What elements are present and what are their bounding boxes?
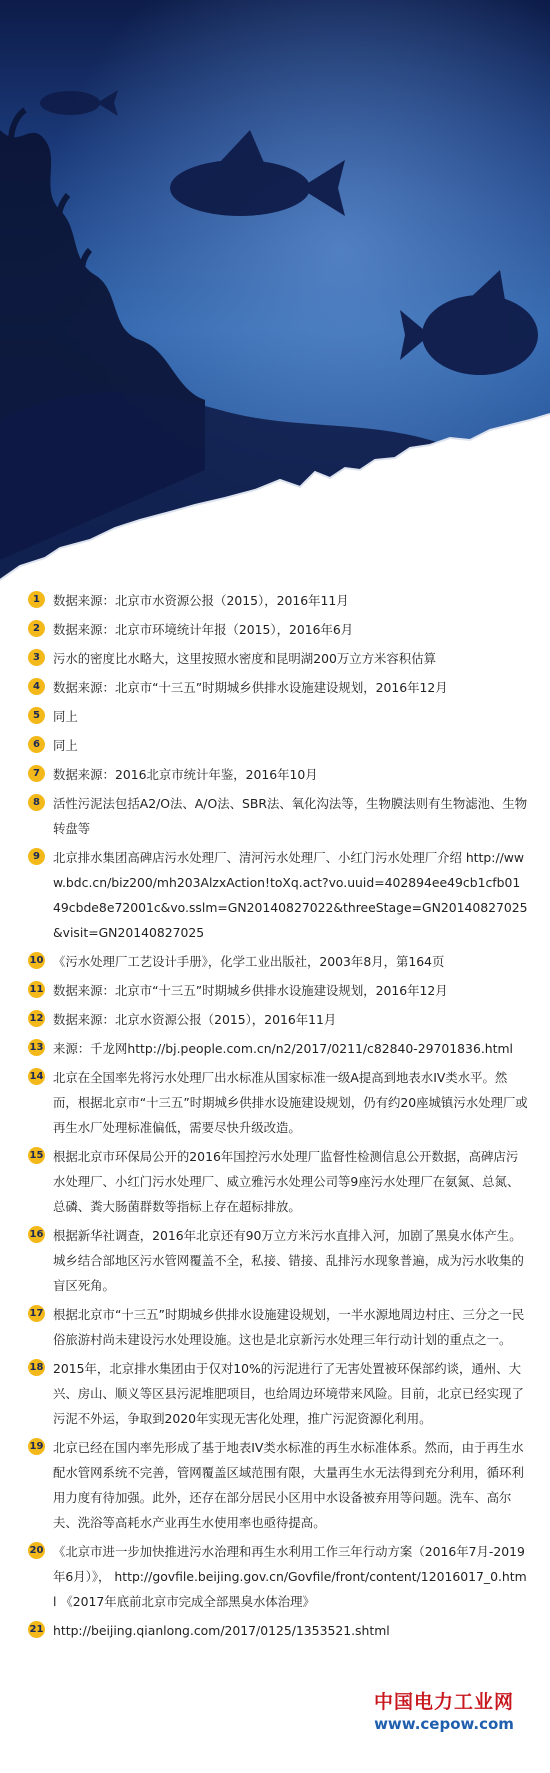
footnote-number-badge: 7	[28, 765, 45, 782]
footnote-text: 北京在全国率先将污水处理厂出水标准从国家标准一级A提高到地表水IV类水平。然而，根据北京市“十三五”时期城乡供排水设施建设规划，仍有约20座城镇污水处理厂或再生水厂处理标准偏低，需要尽快升级改造。	[53, 1070, 528, 1135]
footnote-item	[28, 762, 528, 787]
footnote-number-badge: 9	[28, 848, 45, 865]
footnote-item	[28, 1435, 528, 1535]
footnote-number-badge: 10	[28, 952, 45, 969]
footnote-number-badge: 8	[28, 794, 45, 811]
footnote-number-badge: 6	[28, 736, 45, 753]
footnote-text: 根据北京市“十三五”时期城乡供排水设施建设规划，一半水源地周边村庄、三分之一民俗旅游村尚未建设污水处理设施。这也是北京新污水处理三年行动计划的重点之一。	[53, 1307, 525, 1347]
footnote-item	[28, 1007, 528, 1032]
footnote-number-badge: 21	[28, 1621, 45, 1638]
watermark	[344, 1690, 544, 1734]
footnote-item	[28, 1302, 528, 1352]
footnote-item	[28, 1356, 528, 1431]
footnote-text: 北京排水集团高碑店污水处理厂、清河污水处理厂、小红门污水处理厂介绍 http://www.bdc.cn/biz200/mh203AlzxAction!toXq.act?vo.uuid=402894ee49cb1cfb0149cbde8e72001c&vo.sslm=GN20140827022&threeStage=GN20140827025&visit=GN20140827025	[53, 850, 528, 940]
footnote-number-badge: 11	[28, 981, 45, 998]
footnote-text: 根据北京市环保局公开的2016年国控污水处理厂监督性检测信息公开数据，高碑店污水处理厂、小红门污水处理厂、威立雅污水处理公司等9座污水处理厂在氨氮、总氮、总磷、粪大肠菌群数等指标上存在超标排放。	[53, 1149, 520, 1214]
footnote-number-badge: 12	[28, 1010, 45, 1027]
footnote-number-badge: 4	[28, 678, 45, 695]
watermark-site-name: 中国电力工业网	[373, 1691, 514, 1713]
footnotes-list	[28, 588, 528, 1647]
footnote-item	[28, 1539, 528, 1614]
footnote-text: 数据来源：北京市“十三五”时期城乡供排水设施建设规划，2016年12月	[53, 680, 448, 695]
footnote-text: 数据来源：北京市水资源公报（2015），2016年11月	[53, 593, 349, 608]
footnote-text: 同上	[53, 738, 78, 753]
footnote-item	[28, 1223, 528, 1298]
footnote-text: 《污水处理厂工艺设计手册》，化学工业出版社，2003年8月，第164页	[53, 954, 445, 969]
footnote-item	[28, 845, 528, 945]
footnote-item	[28, 949, 528, 974]
footnote-item	[28, 1144, 528, 1219]
footnote-text: 数据来源：北京市环境统计年报（2015），2016年6月	[53, 622, 354, 637]
footnote-number-badge: 5	[28, 707, 45, 724]
footnote-text: 《北京市进一步加快推进污水治理和再生水利用工作三年行动方案（2016年7月-2019年6月）》， http://govfile.beijing.gov.cn/Govfile/front/content/12016017_0.html 《2017年底前北京市完成全部黑臭水体治理》	[53, 1544, 527, 1609]
footnote-item	[28, 588, 528, 613]
footnote-text: 来源：千龙网http://bj.people.com.cn/n2/2017/0211/c82840-29701836.html	[53, 1041, 513, 1056]
footnote-text: 北京已经在国内率先形成了基于地表IV类水标准的再生水标准体系。然而，由于再生水配水管网系统不完善，管网覆盖区域范围有限，大量再生水无法得到充分利用，循环利用力度有待加强。此外，还存在部分居民小区用中水设备被弃用等问题。洗车、高尔夫、洗浴等高耗水产业再生水使用率也亟待提高。	[53, 1440, 524, 1530]
footnote-number-badge: 17	[28, 1305, 45, 1322]
footnote-text: 污水的密度比水略大，这里按照水密度和昆明湖200万立方米容积估算	[53, 651, 436, 666]
underwater-header-image	[0, 0, 550, 600]
footnote-number-badge: 16	[28, 1226, 45, 1243]
footnote-item	[28, 704, 528, 729]
footnote-number-badge: 2	[28, 620, 45, 637]
footnote-number-badge: 15	[28, 1147, 45, 1164]
footnote-number-badge: 19	[28, 1438, 45, 1455]
footnote-number-badge: 14	[28, 1068, 45, 1085]
footnote-number-badge: 13	[28, 1039, 45, 1056]
footnote-text: 数据来源：2016北京市统计年鉴，2016年10月	[53, 767, 318, 782]
ocean-illustration	[0, 0, 550, 600]
footnote-item	[28, 733, 528, 758]
footnote-text: http://beijing.qianlong.com/2017/0125/1353521.shtml	[53, 1623, 390, 1638]
footnote-number-badge: 20	[28, 1542, 45, 1559]
footnote-item	[28, 978, 528, 1003]
footnote-text: 同上	[53, 709, 78, 724]
footnote-text: 活性污泥法包括A2/O法、A/O法、SBR法、氧化沟法等，生物膜法则有生物滤池、生物转盘等	[53, 796, 528, 836]
footnote-item	[28, 1618, 528, 1643]
watermark-url: www.cepow.com	[374, 1715, 514, 1733]
footnote-text: 根据新华社调查，2016年北京还有90万立方米污水直排入河，加剧了黑臭水体产生。城乡结合部地区污水管网覆盖不全，私接、错接、乱排污水现象普遍，成为污水收集的盲区死角。	[53, 1228, 524, 1293]
footnote-item	[28, 646, 528, 671]
footnote-number-badge: 3	[28, 649, 45, 666]
footnote-text: 数据来源：北京市“十三五”时期城乡供排水设施建设规划，2016年12月	[53, 983, 448, 998]
footnote-text: 数据来源：北京水资源公报（2015），2016年11月	[53, 1012, 337, 1027]
footnote-item	[28, 1036, 528, 1061]
footnote-text: 2015年，北京排水集团由于仅对10%的污泥进行了无害处置被环保部约谈，通州、大兴、房山、顺义等区县污泥堆肥项目，也给周边环境带来风险。目前，北京已经实现了污泥不外运，争取到2020年实现无害化处理，推广污泥资源化利用。	[53, 1361, 524, 1426]
footnote-number-badge: 1	[28, 591, 45, 608]
footnote-number-badge: 18	[28, 1359, 45, 1376]
footnote-item	[28, 617, 528, 642]
footnote-item	[28, 791, 528, 841]
footnote-item	[28, 675, 528, 700]
footnote-item	[28, 1065, 528, 1140]
